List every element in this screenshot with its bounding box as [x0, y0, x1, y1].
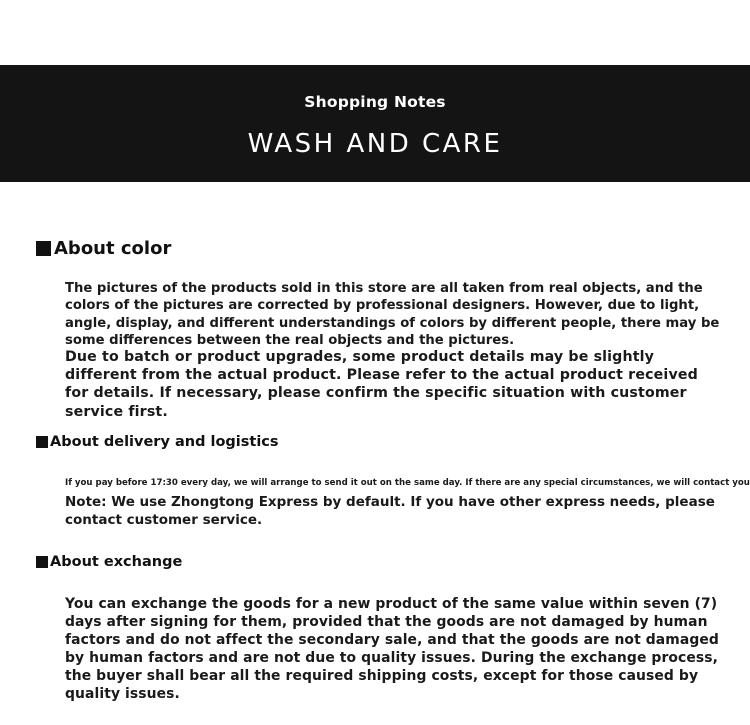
banner-title: WASH AND CARE	[247, 129, 503, 159]
delivery-paragraph-1: If you pay before 17:30 every day, we will arrange to send it out on the same day. If there are any special circumstances, we will contact you	[65, 478, 750, 488]
header-banner	[0, 65, 750, 182]
color-paragraph-1: The pictures of the products sold in this store are all taken from real objects, and the colors of the pictures are corrected by professional designers. However, due to light, angle, display, and different understandings of colors by different people, there may be some differences between the real objects and the pictures.	[65, 281, 720, 348]
section-heading-label: About delivery and logistics	[50, 434, 279, 450]
section-heading-exchange	[36, 554, 730, 570]
exchange-paragraph: You can exchange the goods for a new product of the same value within seven (7) days after signing for them, provided that the goods are not damaged by human factors and do not affect the secondary sale, and that the goods are not damaged by human factors and are not due to quality issues. During the exchange process, the buyer shall bear all the required shipping costs, except for those caused by quality issues.	[65, 596, 719, 703]
section-heading-delivery	[36, 434, 730, 450]
square-bullet-icon	[36, 556, 48, 568]
square-bullet-icon	[36, 436, 48, 448]
square-bullet-icon	[36, 241, 51, 256]
banner-subtitle: Shopping Notes	[304, 93, 446, 111]
delivery-paragraph-2: Note: We use Zhongtong Express by default. If you have other express needs, please contact customer service.	[65, 494, 715, 528]
color-paragraph-2: Due to batch or product upgrades, some product details may be slightly different from the actual product. Please refer to the actual product received for details. If necessary, please confirm the specific situation with customer service first.	[65, 349, 698, 420]
section-heading-label: About exchange	[50, 554, 183, 570]
section-heading-label: About color	[54, 238, 172, 259]
section-heading-color	[36, 238, 730, 259]
